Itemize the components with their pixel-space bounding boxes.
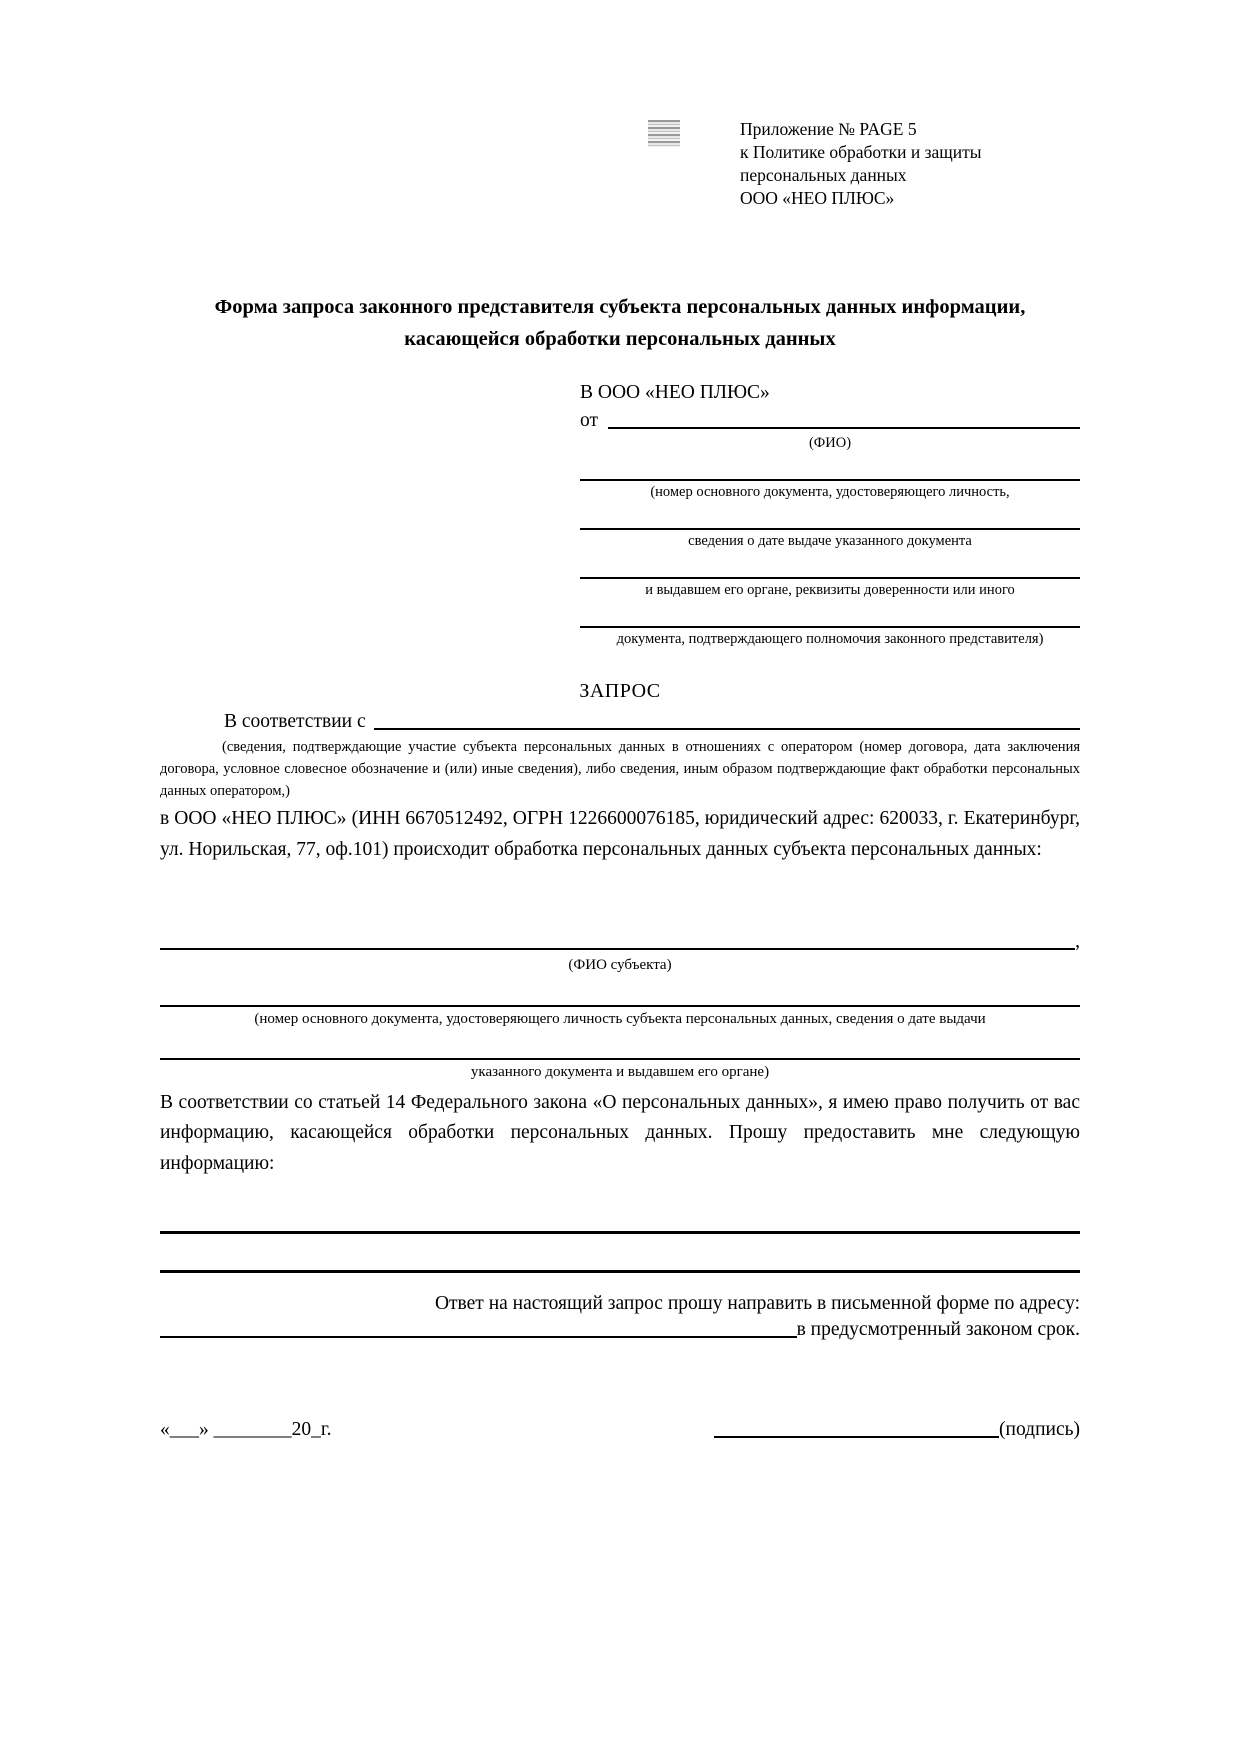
fill-line-issuing-body: [580, 577, 1080, 579]
page-header: [160, 118, 1080, 228]
issuing-body-caption: и выдавшем его органе, реквизиты доверенности или иного: [645, 581, 1015, 598]
reply-address-row: [160, 1319, 1080, 1341]
reply-deadline-text: в предусмотренный законом срок.: [796, 1318, 1080, 1340]
doc-number-caption: (номер основного документа, удостоверяющего личность,: [650, 483, 1010, 500]
from-row: [580, 410, 1080, 432]
date-signature-row: [160, 1419, 1080, 1441]
fill-line-doc-number: [580, 479, 1080, 481]
authority-doc-caption: документа, подтверждающего полномочия законного представителя): [616, 631, 1044, 648]
fill-line-issue-date: [580, 528, 1080, 530]
reply-address-intro: Ответ на настоящий запрос прошу направить в письменной форме по адресу:: [434, 1292, 1080, 1314]
addressee-block: [580, 382, 1080, 649]
addressee-to: В ООО «НЕО ПЛЮС»: [580, 381, 770, 403]
subject-doc-fill-line-2: [160, 1058, 1080, 1060]
info-fill-line-1: [160, 1231, 1080, 1234]
request-heading: ЗАПРОС: [579, 680, 661, 703]
in-accordance-row: [160, 711, 1080, 733]
in-accordance-label: В соответствии с: [224, 711, 366, 733]
signature-fill-line: [714, 1436, 999, 1438]
subject-fio-row: [160, 931, 1080, 953]
requisite-line: Приложение № PAGE 5: [740, 119, 917, 139]
info-fill-line-2: [160, 1270, 1080, 1273]
requisite-line: к Политике обработки и защиты: [740, 142, 982, 163]
requisite-line: ООО «НЕО ПЛЮС»: [740, 188, 895, 209]
fine-print-note: (сведения, подтверждающие участие субъекта персональных данных в отношениях с оператором (номер договора, дата заключения договора, условное словесное обозначение и (или) иные сведения), либо сведения, иным образом подтверждающие факт обработки персональных данных оператором,): [160, 739, 1080, 799]
embedded-object-icon: [648, 120, 680, 147]
fio-caption: (ФИО): [808, 434, 852, 451]
requisite-line: персональных данных: [740, 165, 907, 186]
fill-line-authority-doc: [580, 626, 1080, 628]
from-label: от: [580, 409, 599, 431]
from-fill-line: [608, 427, 1080, 429]
issue-date-caption: сведения о дате выдаче указанного документа: [688, 532, 972, 549]
signature-group: [714, 1419, 1080, 1441]
subject-fio-caption: (ФИО субъекта): [568, 956, 672, 973]
subject-fio-fill-line: [160, 948, 1075, 950]
subject-fio-comma: ,: [1075, 930, 1080, 952]
law-paragraph: В соответствии со статьей 14 Федерального закона «О персональных данных», я имею право получить от вас информацию, касающейся обработки персональных данных. Прошу предоставить мне следующую информацию:: [160, 1092, 1080, 1174]
in-accordance-fill-line: [374, 728, 1080, 730]
date-line: «___» ________20_г.: [160, 1418, 332, 1440]
subject-doc-caption-1: (номер основного документа, удостоверяющего личность субъекта персональных данных, сведения о дате выдачи: [254, 1010, 986, 1027]
signature-caption: (подпись): [999, 1418, 1080, 1440]
document-title: Форма запроса законного представителя субъекта персональных данных информации, касающейся обработки персональных данных: [214, 296, 1026, 350]
appendix-requisites: [740, 118, 1080, 210]
operator-paragraph: в ООО «НЕО ПЛЮС» (ИНН 6670512492, ОГРН 1226600076185, юридический адрес: 620033, г. Екатеринбург, ул. Норильская, 77, оф.101) происходит обработка персональных данных субъекта персональных данных:: [160, 808, 1080, 860]
subject-doc-fill-line-1: [160, 1005, 1080, 1007]
subject-doc-caption-2: указанного документа и выдавшем его органе): [470, 1064, 770, 1081]
reply-address-fill-line: [160, 1336, 797, 1338]
